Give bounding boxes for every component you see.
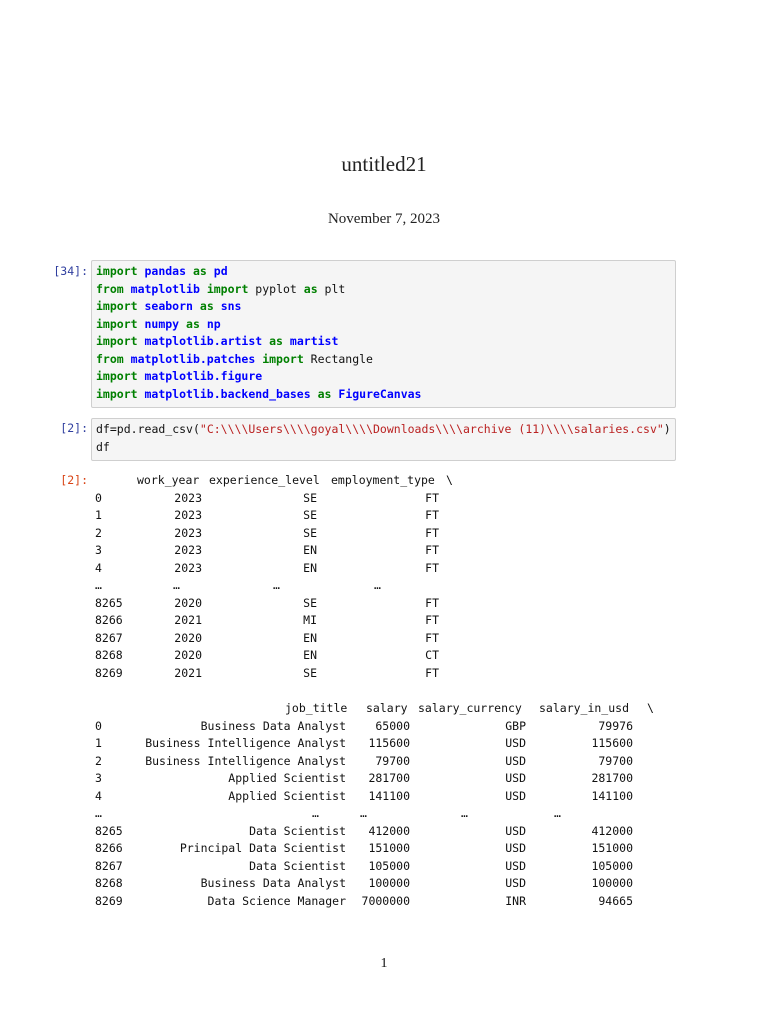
table-row	[95, 893, 695, 911]
table-cell: FT	[425, 525, 439, 540]
table-cell: INR	[505, 893, 526, 908]
code-token: as	[186, 316, 200, 331]
table-cell: 8266	[95, 613, 123, 627]
table-cell: USD	[505, 823, 526, 838]
table-cell: 4	[95, 788, 102, 803]
table-row	[95, 560, 695, 578]
code-token: FigureCanvas	[338, 386, 422, 401]
table-cell: 2020	[174, 648, 202, 662]
table-cell: Business Data Analyst	[200, 876, 346, 890]
table-cell: 151000	[591, 841, 633, 855]
table-row	[95, 788, 695, 806]
table-row	[95, 630, 695, 648]
code-lines	[96, 263, 671, 403]
code-token: import	[206, 281, 249, 296]
table-cell: USD	[505, 771, 526, 785]
table-cell: 141100	[591, 788, 633, 803]
table-cell: 1	[95, 508, 102, 522]
table-cell: 8265	[95, 595, 123, 610]
table-cell: 2023	[174, 490, 202, 505]
table-cell: 3	[95, 543, 102, 557]
table-cell: 2	[95, 525, 102, 540]
table-cell: USD	[505, 788, 526, 803]
code-token: pd	[213, 264, 228, 278]
code-token: martist	[289, 334, 339, 348]
col-header: salary_in_usd	[539, 701, 630, 715]
code-token	[124, 282, 131, 296]
code-cell-read-csv[interactable]	[91, 418, 676, 461]
table-cell: EN	[303, 630, 317, 645]
code-token: as	[303, 281, 318, 296]
table2-header	[95, 700, 695, 718]
table-cell: MI	[303, 613, 317, 627]
table-cell: 2021	[174, 613, 202, 627]
table-cell: 8267	[95, 630, 123, 645]
code-token	[283, 334, 290, 348]
code-token	[186, 264, 193, 278]
col-header: \	[446, 473, 453, 487]
code-token: as	[317, 386, 332, 401]
table-cell: USD	[505, 858, 526, 873]
table-cell: 105000	[591, 858, 633, 873]
table-cell: 79700	[375, 753, 410, 768]
code-token: plt	[317, 281, 346, 296]
code-token: matplotlib.backend_bases	[144, 386, 311, 401]
code-token: as	[192, 264, 207, 278]
code-token: import	[96, 299, 138, 313]
table-cell: 7000000	[361, 893, 410, 908]
code-token: numpy	[144, 316, 180, 331]
table-cell: 100000	[591, 876, 633, 890]
table-cell: 141100	[368, 788, 410, 803]
table-cell: EN	[303, 648, 317, 662]
code-token: np	[206, 316, 221, 331]
table-row	[95, 753, 695, 771]
table-row	[95, 577, 695, 595]
code-line	[96, 351, 671, 369]
table-cell: USD	[505, 841, 526, 855]
table-cell: 79700	[598, 753, 633, 768]
table-cell: 2	[95, 753, 102, 768]
col-header: employment_type	[331, 473, 435, 487]
table-cell: FT	[425, 613, 439, 627]
table-cell: …	[95, 578, 102, 592]
table-cell: 8266	[95, 841, 123, 855]
code-token	[214, 299, 221, 313]
code-token: matplotlib.figure	[144, 369, 263, 383]
table-cell: 3	[95, 771, 102, 785]
table-cell: Applied Scientist	[228, 788, 346, 803]
code-token: import	[96, 386, 138, 401]
table-cell: Principal Data Scientist	[179, 841, 346, 855]
code-token: from	[96, 281, 124, 296]
table-cell: 1	[95, 736, 102, 750]
table-row	[95, 770, 695, 788]
table-cell: FT	[425, 665, 439, 680]
table-cell: USD	[505, 753, 526, 768]
code-token: read_csv(	[137, 422, 200, 436]
document-title: untitled21	[341, 152, 427, 176]
cell-2-output-prompt: [2]:	[60, 473, 88, 487]
table-row	[95, 718, 695, 736]
code-line	[96, 421, 671, 439]
dataframe-output-part1	[95, 472, 695, 682]
code-token: pyplot	[248, 281, 304, 296]
table-cell: 0	[95, 718, 102, 733]
table-cell: 8265	[95, 823, 123, 838]
code-token	[207, 264, 214, 278]
code-line	[96, 281, 671, 299]
code-token	[179, 317, 186, 331]
code-line	[96, 263, 671, 281]
table-cell: 151000	[368, 841, 410, 855]
code-token: =	[109, 422, 117, 436]
table-cell: 2020	[174, 595, 202, 610]
table-row	[95, 665, 695, 683]
table-cell: 2020	[174, 630, 202, 645]
table-cell: 2023	[174, 508, 202, 522]
table-cell: …	[312, 806, 319, 820]
code-token: "C:\\\\Users\\\\goyal\\\\Downloads\\\\archive (11)\\\\salaries.csv"	[199, 422, 664, 436]
col-header: salary_currency	[418, 701, 522, 715]
code-token: pandas	[144, 264, 187, 278]
code-line	[96, 298, 671, 316]
page-number: 1	[380, 956, 388, 971]
table-cell: Business Intelligence Analyst	[145, 753, 346, 768]
code-token: from	[96, 351, 124, 366]
table-cell: …	[95, 806, 102, 820]
table-row	[95, 875, 695, 893]
code-token	[311, 387, 318, 401]
table-cell: SE	[303, 490, 317, 505]
code-token: import	[262, 351, 304, 366]
table-row	[95, 612, 695, 630]
table-cell: …	[374, 578, 381, 592]
table-cell: EN	[303, 543, 317, 557]
code-token: as	[269, 334, 283, 348]
table-row	[95, 823, 695, 841]
table-cell: FT	[425, 560, 439, 575]
table-cell: Applied Scientist	[228, 771, 346, 785]
code-token: as	[199, 299, 214, 313]
table-cell: 115600	[591, 736, 633, 750]
cell-34-prompt: [34]:	[53, 264, 88, 278]
col-header: \	[647, 701, 654, 715]
table-row	[95, 647, 695, 665]
table-cell: 105000	[368, 858, 410, 873]
code-token: import	[96, 334, 138, 348]
table-cell: 8269	[95, 893, 123, 908]
table-cell: 412000	[368, 823, 410, 838]
table-cell: FT	[425, 490, 439, 505]
table-cell: 8268	[95, 876, 123, 890]
table-cell: CT	[425, 648, 439, 662]
table-cell: …	[360, 806, 367, 820]
code-token: .	[130, 422, 138, 436]
table-cell: 115600	[368, 736, 410, 750]
table-cell: …	[554, 806, 561, 820]
code-token: matplotlib.artist	[144, 334, 263, 348]
table-cell: 4	[95, 560, 102, 575]
table-cell: USD	[505, 876, 526, 890]
table-cell: FT	[425, 630, 439, 645]
code-line	[96, 439, 671, 457]
document-date: November 7, 2023	[327, 211, 441, 227]
code-token: df	[96, 422, 110, 436]
code-line	[96, 386, 671, 404]
table-cell: …	[173, 578, 180, 592]
code-token	[124, 352, 131, 366]
table-cell: …	[273, 578, 280, 592]
table1-rows	[95, 490, 695, 683]
table-row	[95, 858, 695, 876]
table-cell: 0	[95, 490, 102, 505]
table-row	[95, 542, 695, 560]
code-lines	[96, 421, 671, 456]
code-token: pd	[116, 422, 131, 436]
table-cell: SE	[303, 665, 317, 680]
table-cell: 94665	[598, 893, 633, 908]
table-cell: 100000	[368, 876, 410, 890]
code-token: import	[96, 369, 138, 383]
table-cell: Business Data Analyst	[200, 718, 346, 733]
table-row	[95, 507, 695, 525]
table-cell: FT	[425, 508, 439, 522]
table-cell: SE	[303, 525, 317, 540]
table-cell: 2023	[174, 543, 202, 557]
table-cell: GBP	[505, 718, 526, 733]
table-row	[95, 525, 695, 543]
table-cell: …	[461, 806, 468, 820]
table-cell: SE	[303, 595, 317, 610]
table-cell: 65000	[375, 718, 410, 733]
table-cell: Data Scientist	[249, 823, 346, 838]
table1-header	[95, 472, 695, 490]
table-cell: EN	[303, 560, 317, 575]
table-cell: 8268	[95, 648, 123, 662]
code-line	[96, 316, 671, 334]
code-token: df	[96, 439, 110, 454]
table-cell: Business Intelligence Analyst	[145, 736, 346, 750]
table-row	[95, 490, 695, 508]
col-header: work_year	[137, 473, 200, 487]
table-row	[95, 805, 695, 823]
table-cell: USD	[505, 736, 526, 750]
table-cell: Data Science Manager	[207, 893, 346, 908]
code-token: )	[663, 422, 671, 436]
code-line	[96, 368, 671, 386]
code-token: Rectangle	[303, 351, 373, 366]
code-token: import	[96, 264, 138, 278]
col-header: experience_level	[209, 473, 320, 487]
table2-rows	[95, 718, 695, 911]
code-cell-imports[interactable]	[91, 260, 676, 408]
code-token	[193, 299, 200, 313]
code-line	[96, 333, 671, 351]
table-cell: FT	[425, 543, 439, 557]
code-token: import	[96, 316, 138, 331]
dataframe-output-part2	[95, 700, 695, 910]
code-token	[200, 282, 207, 296]
table-cell: 79976	[598, 718, 633, 733]
table-cell: FT	[425, 595, 439, 610]
table-cell: 412000	[591, 823, 633, 838]
table-row	[95, 840, 695, 858]
table-row	[95, 735, 695, 753]
table-row	[95, 595, 695, 613]
col-header: salary	[366, 701, 408, 715]
table-cell: Data Scientist	[249, 858, 346, 873]
code-token	[200, 317, 207, 331]
code-token: matplotlib.patches	[130, 351, 256, 366]
table-cell: 8269	[95, 665, 123, 680]
table-cell: SE	[303, 508, 317, 522]
table-cell: 281700	[591, 771, 633, 785]
col-header: job_title	[285, 701, 348, 715]
cell-2-prompt: [2]:	[60, 421, 88, 435]
code-token: sns	[220, 299, 242, 313]
table-cell: 2023	[174, 525, 202, 540]
table-cell: 281700	[368, 771, 410, 785]
code-token: matplotlib	[130, 281, 200, 296]
table-cell: 8267	[95, 858, 123, 873]
table-cell: 2021	[174, 665, 202, 680]
table-cell: 2023	[174, 560, 202, 575]
code-token: seaborn	[144, 299, 193, 313]
